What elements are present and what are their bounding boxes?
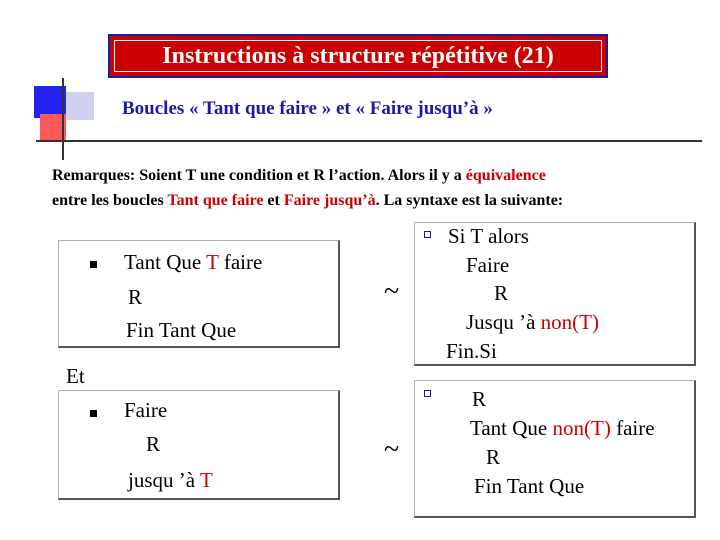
page-title: Instructions à structure répétitive (21) [114, 40, 602, 72]
code-line: Jusqu ’à non(T) [466, 310, 599, 334]
code-line: Fin Tant Que [126, 318, 237, 342]
code-line: jusqu ’à T [128, 468, 213, 492]
code-line: R [494, 281, 509, 305]
bullet-icon [90, 261, 97, 268]
decorative-vertical-line [62, 78, 64, 160]
title-banner [108, 34, 608, 78]
remarks-text: entre les boucles [52, 192, 168, 209]
bullet-icon [424, 231, 431, 238]
code-line: R [128, 285, 143, 309]
remarks-line-2 [52, 188, 563, 213]
remarks-paragraph [52, 163, 563, 213]
subtitle: Boucles « Tant que faire » et « Faire jusqu’à » [122, 98, 493, 119]
bullet-icon [424, 390, 431, 397]
code-line: Faire [466, 253, 510, 277]
equivalence-symbol: ~ [384, 276, 400, 307]
code-line: Fin Tant Que [474, 474, 585, 498]
code-line: Faire [124, 398, 168, 422]
remarks-text: Remarques: Soient T une condition et R l’action. Alors il y a [52, 167, 466, 184]
remarks-highlight: Tant que faire [167, 192, 264, 209]
equivalence-symbol: ~ [384, 434, 400, 465]
bullet-icon [90, 410, 97, 417]
code-line: R [486, 445, 501, 469]
et-label: Et [66, 364, 85, 388]
decorative-light-square [66, 92, 94, 120]
remarks-line-1 [52, 163, 563, 188]
code-line: Fin.Si [446, 339, 497, 363]
remarks-highlight: Faire jusqu’à [283, 192, 376, 209]
remarks-text: . La syntaxe est la suivante: [375, 192, 564, 209]
code-line: Tant Que non(T) faire [470, 416, 655, 440]
code-line: Si T alors [448, 224, 529, 248]
code-line: R [146, 432, 161, 456]
remarks-text: et [263, 192, 284, 209]
decorative-horizontal-line [36, 140, 702, 142]
code-line: Tant Que T faire [124, 250, 263, 274]
code-line: R [472, 387, 487, 411]
remarks-highlight: équivalence [465, 167, 546, 184]
